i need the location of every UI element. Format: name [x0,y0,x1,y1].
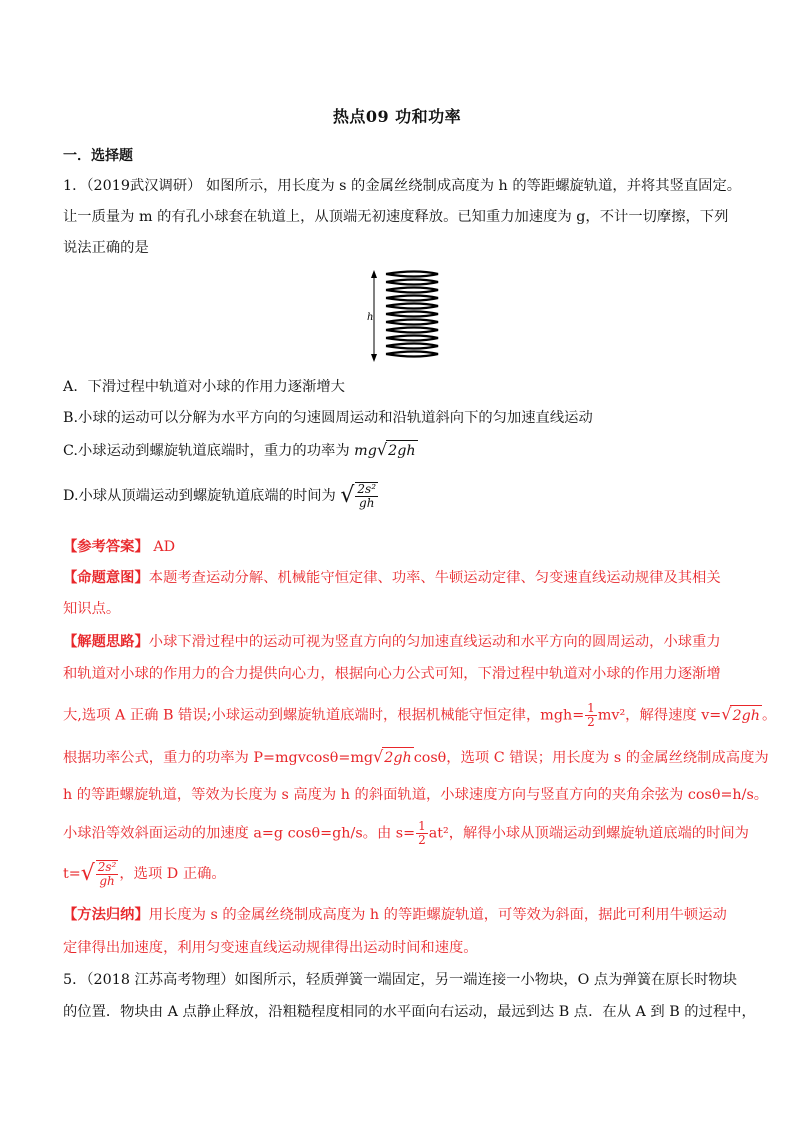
answer-value: AD [148,539,176,555]
think4-part-a: 根据功率公式，重力的功率为 P=mgvcosθ=mg [63,750,374,766]
think-line6 [63,820,749,847]
option-c-mg: mg [354,443,377,459]
think7-numerator: 2s² [97,860,117,874]
intent-label: 【命题意图】 [63,570,149,586]
method-text1: 用长度为 s 的金属丝绕制成高度为 h 的等距螺旋轨道，可等效为斜面，据此可利用牛顿运动 [148,907,727,923]
think6-part-a: 小球沿等效斜面运动的加速度 a=g cosθ=gh/s。由 s= [63,825,416,842]
intent-line1 [63,568,721,588]
q1-stem-line3: 说法正确的是 [63,240,149,256]
think7-part-b: ，选项 D 正确。 [119,866,226,882]
think7-denominator: gh [99,874,115,888]
think4-part-b: cosθ，选项 C 错误；用长度为 s 的金属丝绕制成高度为 [413,750,769,766]
think3-part-a: 大,选项 A 正确 B 错误;小球运动到螺旋轨道底端时，根据机械能守恒定律，mgh= [63,707,585,724]
think7-part-a: t= [63,866,81,882]
q5-line2: 的位置．物块由 A 点静止释放，沿粗糙程度相同的水平面向右运动，最远到达 B 点．在从 A 到 B 的过程中， [63,1004,756,1020]
think4-root: 2gh [382,747,413,768]
think3-root: 2gh [730,705,761,726]
think6-frac-num: 1 [418,819,426,833]
option-d-numerator: 2s² [357,482,377,496]
q1-option-c: C.小球运动到螺旋轨道底端时，重力的功率为 mg√2gh [63,440,416,459]
think-line1 [63,632,721,652]
option-c-text: C.小球运动到螺旋轨道底端时，重力的功率为 [63,443,350,459]
intent-text: 本题考查运动分解、机械能守恒定律、功率、牛顿运动定律、匀变速直线运动规律及其相关 [148,570,721,586]
think-text1: 小球下滑过程中的运动可视为竖直方向的匀加速直线运动和水平方向的圆周运动，小球重力 [148,634,721,650]
q5-line1: 5．（2018 江苏高考物理）如图所示，轻质弹簧一端固定，另一端连接一小物块，O 点为弹簧在原长时物块 [63,972,737,988]
think3-part-b: mv²，解得速度 v= [597,707,722,724]
think3-frac-den: 2 [587,715,595,729]
option-c-root: 2gh [386,440,417,461]
think-line5: h 的等距螺旋轨道，等效为长度为 s 高度为 h 的斜面轨道，小球速度方向与竖直方向的夹角余弦为 cosθ=h/s。 [63,787,769,803]
figure-h-label: h [367,312,374,323]
think3-frac-num: 1 [587,701,595,715]
q1-option-a: A．下滑过程中轨道对小球的作用力逐渐增大 [63,379,345,395]
option-d-denominator: gh [359,496,375,510]
method-line1 [63,905,727,925]
answer-label: 【参考答案】 [63,539,149,555]
think6-frac-den: 2 [418,833,426,847]
think-line7: t=√ $\frac{\text{2s²}}{gh}$ ，选项 D 正确。 [63,860,226,888]
q1-option-d: D.小球从顶端运动到螺旋轨道底端的时间为 √ $\frac{\text{2s²}}{gh}$ [63,482,377,510]
q1-stem-line2: 让一质量为 m 的有孔小球套在轨道上，从顶端无初速度释放。已知重力加速度为 g，不计一切摩擦，下列 [63,209,729,225]
think3-part-c: 。 [761,707,777,724]
think6-part-b: at²，解得小球从顶端运动到螺旋轨道底端的时间为 [428,825,749,842]
method-line2: 定律得出加速度，利用匀变速直线运动规律得出运动时间和速度。 [63,940,478,956]
method-label: 【方法归纳】 [63,907,149,923]
page-title: 热点09 功和功率 [332,107,462,126]
section-heading: 一．选择题 [63,148,133,164]
q1-stem-line1: 1．（2019武汉调研） 如图所示，用长度为 s 的金属丝绕制成高度为 h 的等距螺旋轨道，并将其竖直固定。 [63,178,742,194]
think-line3: 大,选项 A 正确 B 错误;小球运动到螺旋轨道底端时，根据机械能守恒定律，mgh= $\frac{1}{2}$ mv²，解得速度 v=√2gh 。 [63,701,777,729]
q1-option-b: B.小球的运动可以分解为水平方向的匀速圆周运动和沿轨道斜向下的匀加速直线运动 [63,410,593,426]
option-d-text: D.小球从顶端运动到螺旋轨道底端的时间为 [63,488,336,504]
think-line2: 和轨道对小球的作用力的合力提供向心力，根据向心力公式可知，下滑过程中轨道对小球的作用力逐渐增 [63,666,721,682]
spiral-track-figure [358,268,448,364]
intent-line2: 知识点。 [63,601,121,617]
answer-line [63,537,175,557]
think-label: 【解题思路】 [63,634,149,650]
think-line4: 根据功率公式，重力的功率为 P=mgvcosθ=mg√2gh cosθ，选项 C 错误；用长度为 s 的金属丝绕制成高度为 [63,747,769,766]
